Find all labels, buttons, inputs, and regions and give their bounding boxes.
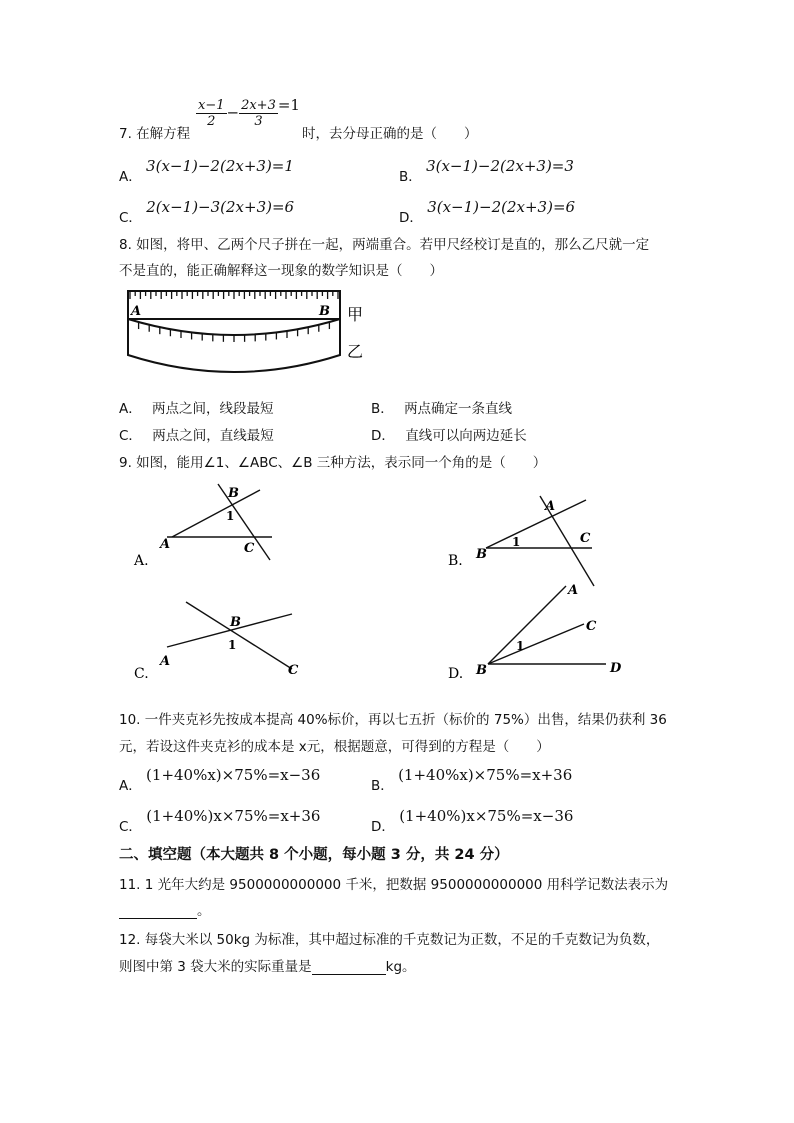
q9-stem: 9. 如图，能用∠1、∠ABC、∠B 三种方法，表示同一个角的是（ ） bbox=[119, 455, 547, 471]
q9-d-letter: D. bbox=[448, 666, 464, 682]
q9-figure-c bbox=[167, 602, 292, 669]
option-letter: D． bbox=[371, 819, 395, 835]
q9-b-label-c: C bbox=[580, 531, 591, 546]
q8-option-d bbox=[371, 424, 527, 444]
q7-option-d bbox=[399, 196, 576, 226]
q10-option-b bbox=[371, 764, 573, 794]
q7-fraction-1 bbox=[196, 98, 227, 129]
q8-option-b bbox=[371, 397, 512, 417]
q9-d-label-b: B bbox=[476, 663, 487, 678]
q11-end: 。 bbox=[197, 903, 211, 919]
option-formula: (1+40%)x×75%=x+36 bbox=[146, 807, 321, 825]
q7-equation bbox=[196, 95, 300, 129]
option-formula: (1+40%)x×75%=x−36 bbox=[399, 807, 574, 825]
q9-c-label-1: 1 bbox=[228, 638, 237, 652]
q9-d-label-a: A bbox=[568, 583, 579, 598]
q8-line-2: 不是直的，能正确解释这一现象的数学知识是（ ） bbox=[119, 263, 443, 279]
q12-line-2 bbox=[119, 955, 416, 975]
q9-a-label-c: C bbox=[244, 541, 255, 556]
option-text: 直线可以向两边延长 bbox=[405, 428, 527, 444]
q10-line-1: 10. 一件夹克衫先按成本提高 40%标价，再以七五折（标价的 75%）出售，结果仍获利 36 bbox=[119, 712, 667, 728]
option-letter: D． bbox=[399, 210, 423, 226]
q9-c-label-a: A bbox=[160, 654, 171, 669]
q7-equals: =1 bbox=[277, 95, 300, 114]
q7-option-c bbox=[119, 196, 295, 226]
option-formula: (1+40%x)×75%=x+36 bbox=[398, 766, 573, 784]
q10-option-c bbox=[119, 805, 321, 835]
q7-option-a bbox=[119, 155, 294, 185]
option-formula: 3(x−1)−2(2x+3)=3 bbox=[426, 157, 574, 175]
option-letter: B． bbox=[399, 169, 422, 185]
q9-b-label-1: 1 bbox=[512, 535, 521, 549]
section-2-title: 二、填空题（本大题共 8 个小题，每小题 3 分，共 24 分） bbox=[119, 847, 509, 863]
q9-a-label-b: B bbox=[228, 486, 239, 501]
option-letter: B． bbox=[371, 401, 394, 417]
q7-prefix: 7. 在解方程 bbox=[119, 126, 191, 142]
q8-option-c bbox=[119, 424, 274, 444]
q9-b-label-b: B bbox=[476, 547, 487, 562]
option-letter: C． bbox=[119, 210, 142, 226]
q7-minus: − bbox=[226, 103, 240, 122]
q10-option-a bbox=[119, 764, 321, 794]
q8-ruler-yi: 乙 bbox=[347, 342, 364, 361]
option-text: 两点确定一条直线 bbox=[404, 401, 513, 417]
q9-figures bbox=[120, 474, 650, 689]
q10-line-2: 元，若设这件夹克衫的成本是 x元，根据题意，可得到的方程是（ ） bbox=[119, 739, 550, 755]
q10-option-d bbox=[371, 805, 574, 835]
q9-b-letter: B. bbox=[448, 553, 463, 569]
option-formula: 3(x−1)−2(2x+3)=1 bbox=[146, 157, 294, 175]
option-text: 两点之间，线段最短 bbox=[152, 401, 274, 417]
q9-d-label-1: 1 bbox=[516, 639, 525, 653]
option-text: 两点之间，直线最短 bbox=[152, 428, 274, 444]
q7-frac2-numerator: 2x+3 bbox=[241, 98, 276, 113]
q7-frac1-numerator: x−1 bbox=[198, 98, 225, 113]
q8-line-1: 8. 如图，将甲、乙两个尺子拼在一起，两端重合。若甲尺经校订是直的，那么乙尺就一定 bbox=[119, 237, 650, 253]
q9-c-label-c: C bbox=[288, 663, 299, 678]
q11-line-1: 11. 1 光年大约是 9500000000000 千米，把数据 9500000000000 用科学记数法表示为 bbox=[119, 877, 669, 893]
q9-figure-a bbox=[167, 484, 272, 560]
option-letter: B． bbox=[371, 778, 394, 794]
q8-option-a bbox=[119, 397, 274, 417]
q11-answer-blank[interactable] bbox=[119, 904, 197, 919]
q7-stem bbox=[119, 98, 191, 142]
q12-line-2-prefix: 则图中第 3 袋大米的实际重量是 bbox=[119, 959, 312, 975]
q9-a-label-a: A bbox=[160, 537, 171, 552]
q8-point-a: A bbox=[131, 304, 142, 319]
q9-c-label-b: B bbox=[230, 615, 241, 630]
q7-fraction-2 bbox=[239, 98, 278, 129]
q7-option-b bbox=[399, 155, 574, 185]
q7-frac2-denominator: 3 bbox=[254, 114, 263, 129]
option-formula: 3(x−1)−2(2x+3)=6 bbox=[427, 198, 576, 216]
q11-answer-line bbox=[119, 899, 211, 919]
option-letter: A． bbox=[119, 169, 142, 185]
q9-figure-b bbox=[486, 496, 594, 586]
q9-b-label-a: A bbox=[545, 499, 556, 514]
q9-a-label-1: 1 bbox=[226, 509, 235, 523]
q9-d-label-c: C bbox=[586, 619, 597, 634]
option-letter: A． bbox=[119, 401, 142, 417]
q12-line-2-suffix: kg。 bbox=[385, 959, 416, 975]
option-formula: 2(x−1)−3(2x+3)=6 bbox=[146, 198, 295, 216]
q7-suffix: 时，去分母正确的是（ ） bbox=[302, 126, 478, 142]
q12-line-1: 12. 每袋大米以 50kg 为标准，其中超过标准的千克数记为正数，不足的千克数记为负数， bbox=[119, 932, 660, 948]
q9-d-label-d: D bbox=[610, 661, 622, 676]
q8-point-b: B bbox=[319, 304, 330, 319]
option-letter: D． bbox=[371, 428, 395, 444]
q7-frac1-denominator: 2 bbox=[207, 114, 216, 129]
q8-ruler-jia: 甲 bbox=[347, 305, 364, 324]
q9-c-letter: C. bbox=[134, 666, 149, 682]
section-2-heading bbox=[119, 843, 509, 864]
option-letter: C． bbox=[119, 428, 142, 444]
q8-ruler-figure bbox=[125, 285, 375, 390]
q9-a-letter: A. bbox=[134, 553, 149, 569]
option-formula: (1+40%x)×75%=x−36 bbox=[146, 766, 321, 784]
option-letter: C． bbox=[119, 819, 142, 835]
q12-answer-blank[interactable] bbox=[312, 960, 386, 975]
option-letter: A． bbox=[119, 778, 142, 794]
